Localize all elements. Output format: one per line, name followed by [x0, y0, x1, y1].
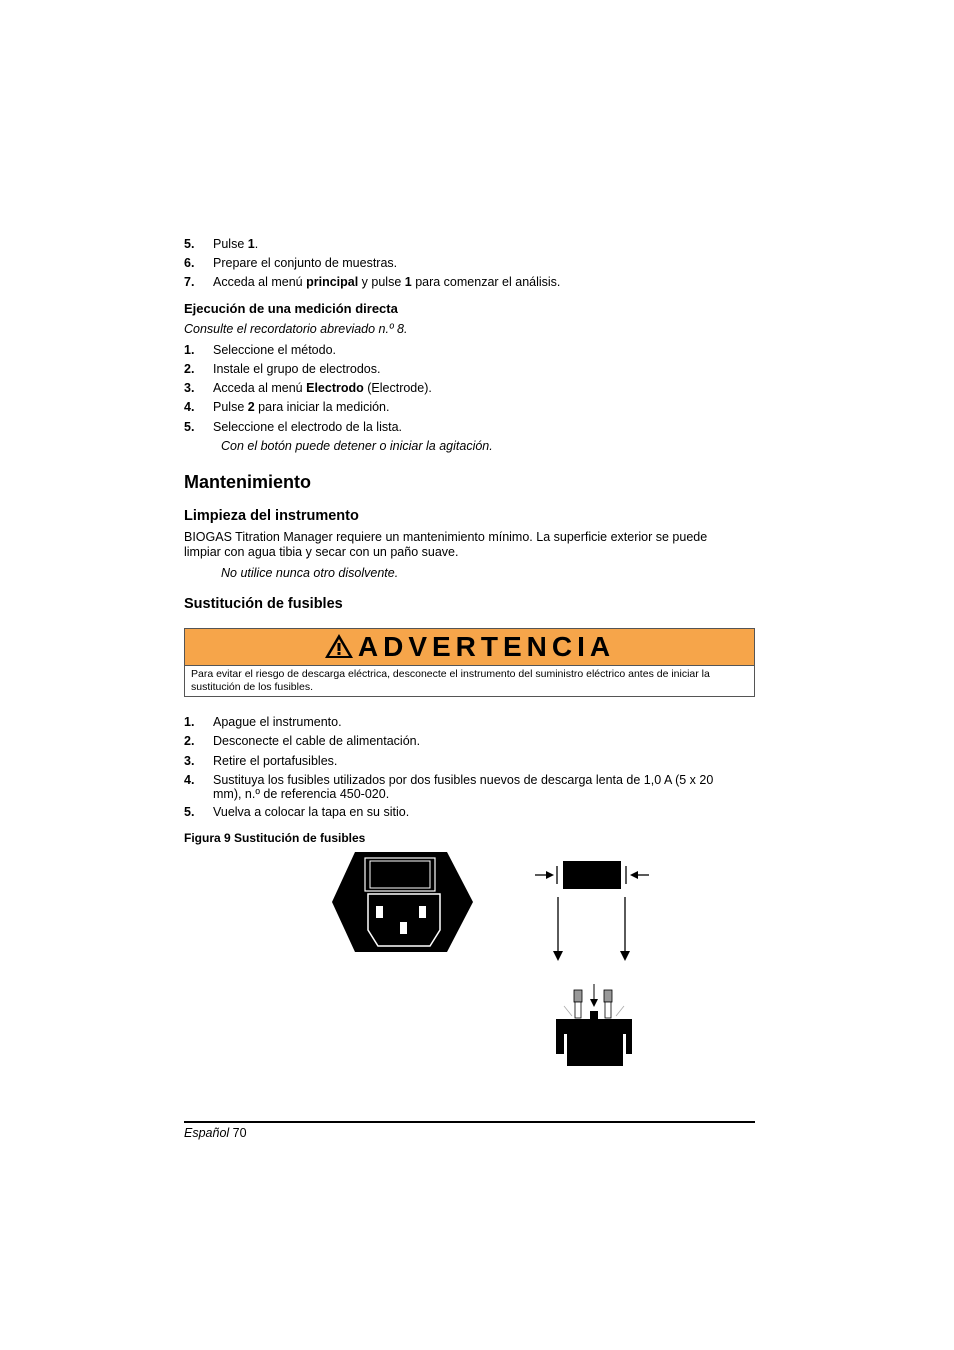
list-item-text: Pulse 2 para iniciar la medición. — [213, 400, 390, 414]
cleaning-note: No utilice nunca otro disolvente. — [221, 566, 399, 580]
warning-box — [184, 628, 755, 697]
fuse-icon — [557, 861, 626, 889]
arrow-right-icon — [535, 871, 554, 879]
list-item-text: Desconecte el cable de alimentación. — [213, 734, 421, 748]
list-item-number: 3. — [184, 381, 195, 395]
direct-measurement-heading: Ejecución de una medición directa — [184, 301, 398, 316]
list-item-number: 5. — [184, 805, 195, 819]
list-item-number: 7. — [184, 275, 195, 289]
arrow-left-icon — [630, 871, 649, 879]
fuse-holder-icon — [556, 984, 632, 1066]
list-item-number: 6. — [184, 256, 195, 270]
stirrer-tip: Con el botón puede detener o iniciar la agitación. — [221, 439, 493, 453]
list-item-number: 1. — [184, 715, 195, 729]
fuse-replacement-illustration — [330, 850, 650, 1070]
list-item-text: Acceda al menú principal y pulse 1 para comenzar el análisis. — [213, 275, 561, 289]
list-item-text: Vuelva a colocar la tapa en su sitio. — [213, 805, 410, 819]
maintenance-heading: Mantenimiento — [184, 472, 312, 492]
list-item-number: 2. — [184, 362, 195, 376]
warning-triangle-icon — [324, 633, 354, 662]
list-item-text: Retire el portafusibles. — [213, 754, 338, 768]
list-item-text: Sustituya los fusibles utilizados por dos fusibles nuevos de descarga lenta de 1,0 A (5 x 20 mm), n.º de referencia 450-020. — [213, 773, 714, 801]
cleaning-text: BIOGAS Titration Manager requiere un mantenimiento mínimo. La superficie exterior se puede limpiar con agua tibia y secar con un paño suave. — [184, 530, 708, 559]
footer — [184, 1126, 247, 1140]
list-item-text: Seleccione el método. — [213, 343, 336, 357]
list-item-number: 5. — [184, 237, 195, 251]
figure-caption: Figura 9 Sustitución de fusibles — [184, 831, 366, 845]
footer-rule — [184, 1121, 755, 1123]
footer-page-number: 70 — [232, 1126, 247, 1140]
cleaning-heading: Limpieza del instrumento — [184, 508, 359, 524]
warning-text: Para evitar el riesgo de descarga eléctrica, desconecte el instrumento del suministro eléctrico antes de iniciar la sustitución de los fusibles. — [191, 668, 710, 693]
list-item-text: Prepare el conjunto de muestras. — [213, 256, 398, 270]
list-item-text: Pulse 1. — [213, 237, 259, 251]
footer-language: Español — [184, 1126, 230, 1140]
fuse-heading: Sustitución de fusibles — [184, 596, 343, 612]
warning-header — [185, 629, 754, 666]
list-item-number: 5. — [184, 420, 195, 434]
list-item-number: 1. — [184, 343, 195, 357]
list-item-text: Apague el instrumento. — [213, 715, 342, 729]
warning-title: ADVERTENCIA — [357, 631, 616, 662]
list-item-text: Seleccione el electrodo de la lista. — [213, 420, 403, 434]
list-item-number: 4. — [184, 400, 195, 414]
list-item-number: 3. — [184, 754, 195, 768]
list-item-text: Instale el grupo de electrodos. — [213, 362, 381, 376]
list-item-number: 4. — [184, 773, 195, 787]
list-item-number: 2. — [184, 734, 195, 748]
arrow-down-icon — [553, 897, 630, 961]
power-inlet-icon — [332, 852, 473, 952]
list-item-text: Acceda al menú Electrodo (Electrode). — [213, 381, 432, 395]
direct-measurement-note: Consulte el recordatorio abreviado n.º 8. — [184, 322, 408, 336]
